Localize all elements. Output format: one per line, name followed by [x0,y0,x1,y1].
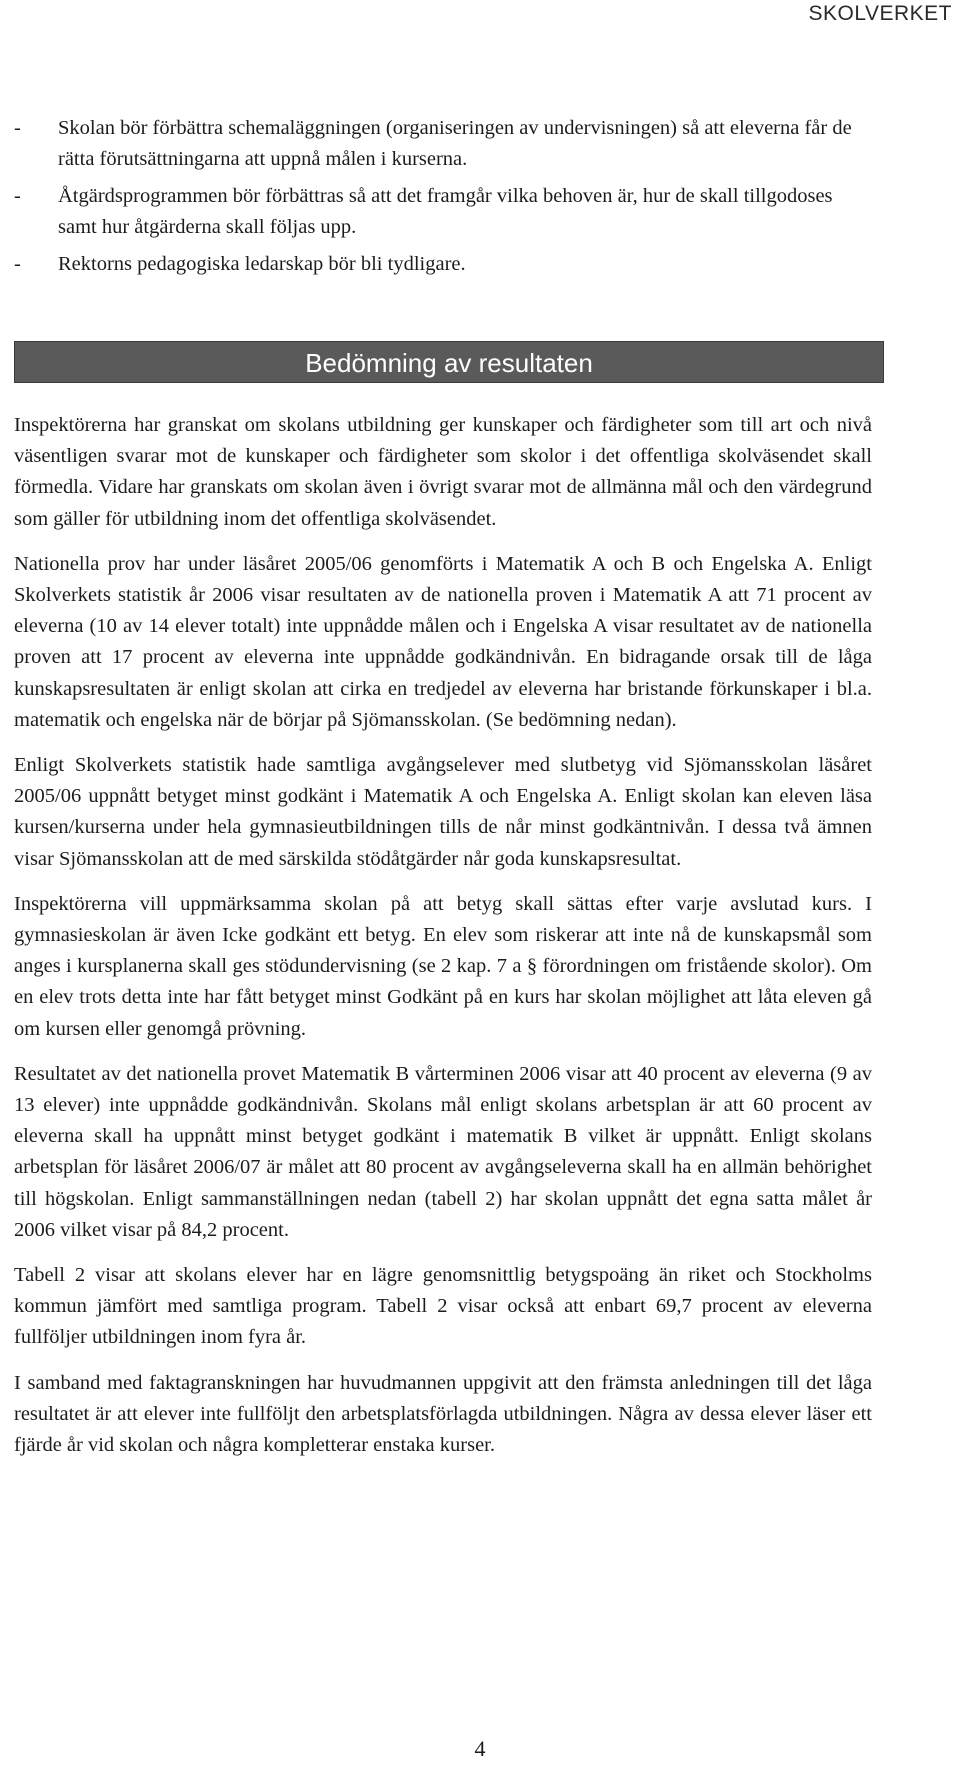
paragraph: I samband med faktagranskningen har huvudmannen uppgivit att den främsta anledningen till det låga resultatet är att elever inte fullföljt den arbetsplatsförlagda utbildningen. Några av dessa elever läser ett fjärde år vid skolan och några kompletterar enstaka kurser. [14,1371,872,1457]
paragraph: Inspektörerna har granskat om skolans utbildning ger kunskaper och färdigheter som till art och nivå väsentligen svarar mot de kunskaper och färdigheter som skolor i det offentliga skolväsendet skall förmedla. Vidare har granskats om skolan även i övrigt svarar mot de allmänna mål och den värdegrund som gäller för utbildning inom det offentliga skolväsendet. [14,414,872,530]
body-text [14,410,872,1475]
section-heading: Bedömning av resultaten [14,341,884,383]
bullet-dash: - [14,117,21,139]
recommendation-list [14,113,876,286]
paragraph: Tabell 2 visar att skolans elever har en lägre genomsnittlig betygspoäng än riket och Stockholms kommun jämfört med samtliga program. Tabell 2 visar också att enbart 69,7 procent av eleverna fullföljer utbildningen inom fyra år. [14,1264,872,1349]
list-item [14,249,876,280]
header-brand: SKOLVERKET [808,2,952,25]
bullet-text: Skolan bör förbättra schemaläggningen (organiseringen av undervisningen) så att eleverna får de rätta förutsättningarna att uppnå målen i kurserna. [58,117,852,170]
bullet-text: Åtgärdsprogrammen bör förbättras så att det framgår vilka behoven är, hur de skall tillgodoses samt hur åtgärderna skall följas upp. [58,185,833,238]
paragraph: Inspektörerna vill uppmärksamma skolan på att betyg skall sättas efter varje avslutad kurs. I gymnasieskolan är även Icke godkänt ett betyg. En elev som riskerar att inte nå de kunskapsmål som anges i kursplanerna skall ges stödundervisning (se 2 kap. 7 a § förordningen om fristående skolor). Om en elev trots detta inte har fått betyget minst Godkänt på en kurs har skolan möjlighet att låta eleven gå om kursen eller genomgå prövning. [14,892,872,1040]
bullet-dash: - [14,253,21,275]
bullet-text: Rektorns pedagogiska ledarskap bör bli tydligare. [58,253,466,275]
bullet-dash: - [14,185,21,207]
paragraph: Resultatet av det nationella provet Matematik B vårterminen 2006 visar att 40 procent av eleverna (9 av 13 elever) inte uppnådde godkändnivån. Skolans mål enligt skolans arbetsplan är att 60 procent av eleverna skall ha uppnått minst betyget godkänt i matematik B vilket är uppnått. Enligt skolans arbetsplan för läsåret 2006/07 är målet att 80 procent av avgångseleverna skall ha en allmän behörighet till högskolan. Enligt sammanställningen nedan (tabell 2) har skolan uppnått det egna satta målet år 2006 vilket visar på 84,2 procent. [14,1062,872,1241]
list-item [14,181,876,243]
paragraph: Enligt Skolverkets statistik hade samtliga avgångselever med slutbetyg vid Sjömansskolan läsåret 2005/06 uppnått betyget minst godkänt i Matematik A och Engelska A. Enligt skolan kan eleven läsa kursen/kurserna under hela gymnasieutbildningen tills de når minst godkäntnivån. I dessa två ämnen visar Sjömansskolan att de med särskilda stödåtgärder når goda kunskapsresultat. [14,754,872,870]
list-item [14,113,876,175]
page-number: 4 [474,1736,486,1761]
paragraph: Nationella prov har under läsåret 2005/06 genomförts i Matematik A och B och Engelska A. Enligt Skolverkets statistik år 2006 visar resultaten av de nationella proven i Matematik A att 71 procent av eleverna (10 av 14 elever totalt) inte uppnådde målen och i Engelska A visar resultatet av de nationella proven att 17 procent av eleverna inte uppnådde godkändnivån. En bidragande orsak till de låga kunskapsresultaten är enligt skolan att cirka en tredjedel av eleverna har bristande förkunskaper i bl.a. matematik och engelska när de börjar på Sjömansskolan. (Se bedömning nedan). [14,552,872,731]
